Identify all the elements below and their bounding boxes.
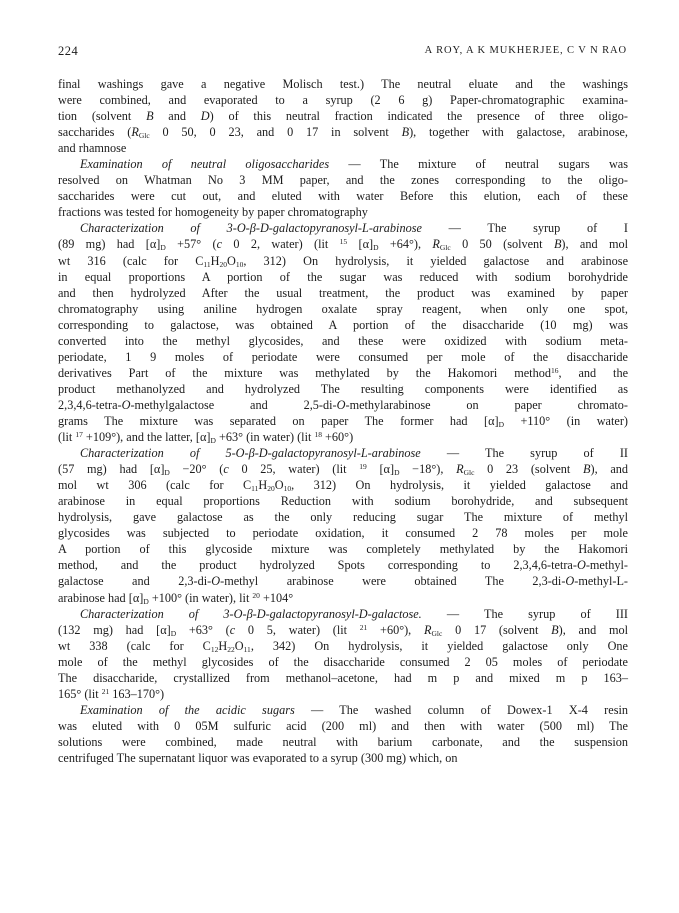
text-line xyxy=(58,253,628,269)
text-run: H xyxy=(218,638,228,653)
text-line xyxy=(58,734,628,750)
page-header xyxy=(58,44,627,60)
text-run: arabinose had [α] xyxy=(58,590,144,605)
text-line xyxy=(58,670,628,686)
text-run: centrifuged The supernatant liquor was evaporated to a syrup (300 mg) which, on xyxy=(58,750,458,765)
text-run: +109°), and the latter, [α] xyxy=(82,430,211,445)
text-run: The disaccharide, crystallized from methanol–acetone, had m p and mixed m p 163– xyxy=(58,670,628,685)
text-run: 0 50, 0 23, and 0 17 in solvent xyxy=(149,125,402,140)
text-run: ) of this neutral fraction indicated the presence of three oligo- xyxy=(209,109,628,124)
italic-text: Characterization of 3-O-β-D-galactopyranosyl-L-arabinose xyxy=(80,221,422,236)
text-line xyxy=(58,188,628,204)
text-line xyxy=(58,269,628,285)
text-line xyxy=(58,317,628,333)
text-run: and xyxy=(153,109,201,124)
text-run: and rhamnose xyxy=(58,141,127,156)
subscript: 12 xyxy=(210,644,219,654)
text-line xyxy=(58,509,628,525)
text-run: (57 mg) had [α] xyxy=(58,462,165,477)
text-run: [α] xyxy=(366,462,395,477)
text-run: +60°), xyxy=(367,622,424,637)
text-run: [α] xyxy=(347,237,374,252)
subscript: D xyxy=(164,468,170,478)
text-line xyxy=(58,397,628,413)
text-line xyxy=(58,301,628,317)
text-run: +63° ( xyxy=(176,622,230,637)
subscript: Glc xyxy=(439,243,451,253)
text-line xyxy=(58,156,628,172)
subscript: 11 xyxy=(251,484,259,494)
subscript: D xyxy=(394,468,400,478)
italic-text: O xyxy=(576,558,586,573)
italic-text: c xyxy=(229,622,236,637)
reference-superscript: 18 xyxy=(314,430,322,440)
text-run: — The syrup of III xyxy=(421,606,628,621)
text-run: +63° (in water) (lit xyxy=(215,430,315,445)
text-run: 165° (lit xyxy=(58,686,102,701)
text-line xyxy=(58,140,628,156)
italic-text: B xyxy=(553,237,562,252)
text-line xyxy=(58,92,628,108)
reference-superscript: 21 xyxy=(101,686,110,696)
text-line xyxy=(58,285,628,301)
text-run: galactose and 2,3-di- xyxy=(58,574,212,589)
italic-text: B xyxy=(551,622,559,637)
subscript: 11 xyxy=(243,644,251,654)
reference-superscript: 19 xyxy=(359,462,367,472)
italic-text: R xyxy=(424,622,432,637)
text-run: A portion of this glycoside mixture was completely methylated by the Hakomori xyxy=(58,542,628,557)
text-run: solutions were combined, made neutral with barium carbonate, and the suspension xyxy=(58,734,628,749)
italic-text: c xyxy=(223,462,229,477)
italic-text: O xyxy=(211,574,221,589)
text-run: in equal proportions A portion of the sugar was reduced with sodium borohydride xyxy=(58,269,628,284)
text-run: converted into the methyl glycosides, and these were oxidized with sodium meta- xyxy=(58,333,628,348)
text-line xyxy=(58,590,628,606)
text-run: 0 2, water) (lit xyxy=(222,237,340,252)
text-run: , and the xyxy=(558,365,629,380)
subscript: Glc xyxy=(431,628,443,638)
text-run: ), and mol xyxy=(561,237,628,252)
text-line xyxy=(58,654,628,670)
italic-text: O xyxy=(565,574,575,589)
text-line xyxy=(58,445,628,461)
text-run: wt 338 (calc for C xyxy=(58,638,211,653)
text-line xyxy=(58,172,628,188)
text-run: periodate, 1 9 moles of periodate were consumed per mole of the disaccharide xyxy=(58,349,628,364)
text-run: , 312) On hydrolysis, it yielded galactose and arabinose xyxy=(243,253,629,268)
reference-superscript: 16 xyxy=(550,365,559,375)
text-line xyxy=(58,413,628,429)
text-line xyxy=(58,718,628,734)
reference-superscript: 15 xyxy=(339,237,348,247)
text-run: +64°), xyxy=(378,237,433,252)
text-line xyxy=(58,750,628,766)
text-run: corresponding to galactose, was obtained A portion of the disaccharide (10 mg) was xyxy=(58,317,628,332)
subscript: D xyxy=(373,243,379,253)
text-line xyxy=(58,461,628,477)
italic-text: O xyxy=(121,397,131,412)
text-run: , 342) On hydrolysis, it yielded galactose only One xyxy=(250,638,628,653)
text-run: H xyxy=(258,478,268,493)
italic-text: c xyxy=(216,237,223,252)
text-run: hydrolysis, gave galactose as the only reducing sugar The mixture of methyl xyxy=(58,510,628,525)
italic-text: Characterization of 5-O-β-D-galactopyranosyl-L-arabinose xyxy=(80,446,421,461)
text-line xyxy=(58,525,628,541)
text-run: wt 316 (calc for C xyxy=(58,253,204,268)
subscript: Glc xyxy=(138,131,150,141)
text-run: — The mixture of neutral sugars was xyxy=(329,157,628,172)
subscript: 20 xyxy=(267,484,275,494)
italic-text: O xyxy=(336,397,346,412)
italic-text: Characterization of 3-O-β-D-galactopyranosyl-D-galactose. xyxy=(80,606,422,621)
text-run: +104° xyxy=(259,590,294,605)
text-run: saccharides were cut out, and eluted with water Before this elution, each of these xyxy=(58,189,628,204)
text-line xyxy=(58,124,628,140)
text-run: were combined, and evaporated to a syrup (2 6 g) Paper-chromatographic examina- xyxy=(58,93,628,108)
subscript: D xyxy=(170,628,177,638)
text-line xyxy=(58,76,628,92)
text-run: mole of the methyl glycosides of the disaccharide consumed 2 05 moles of periodate xyxy=(58,654,628,669)
subscript: 22 xyxy=(227,644,235,654)
text-run: 163–170°) xyxy=(109,686,165,701)
text-run: +60°) xyxy=(321,430,354,445)
text-run: chromatography using aniline hydrogen oxalate spray reagent, when only one spot, xyxy=(58,301,628,316)
text-run: O xyxy=(234,638,244,653)
subscript: 20 xyxy=(219,259,227,269)
text-run: 0 25, water) (lit xyxy=(228,462,360,477)
reference-superscript: 20 xyxy=(252,590,260,600)
text-line xyxy=(58,429,628,445)
text-line xyxy=(58,493,628,509)
text-run: (132 mg) had [α] xyxy=(58,622,171,637)
subscript: 11 xyxy=(203,259,211,269)
text-run: — The syrup of II xyxy=(420,446,628,461)
text-run: glycosides was subjected to periodate oxidation, it consumed 2 78 moles per mole xyxy=(58,526,628,541)
italic-text: Examination of the acidic sugars xyxy=(80,702,295,717)
text-line xyxy=(58,541,628,557)
text-run: fractions was tested for homogeneity by paper chromatography xyxy=(58,205,368,220)
text-run: −18°), xyxy=(399,462,457,477)
italic-text: B xyxy=(401,125,410,140)
text-line xyxy=(58,381,628,397)
text-line xyxy=(58,606,628,622)
italic-text: B xyxy=(583,462,591,477)
text-run: derivatives Part of the mixture was methylated by the Hakomori method xyxy=(58,365,551,380)
subscript: D xyxy=(210,436,216,446)
text-run: final washings gave a negative Molisch test.) The neutral eluate and the washings xyxy=(58,77,628,91)
page-number: 224 xyxy=(58,44,79,58)
text-run: -methyl- xyxy=(585,558,628,573)
subscript: D xyxy=(498,419,504,429)
text-run: — The washed column of Dowex-1 X-4 resin xyxy=(294,702,628,717)
text-run: +110° (in water) xyxy=(504,413,628,428)
italic-text: R xyxy=(456,462,464,477)
subscript: 10 xyxy=(235,259,244,269)
body-text xyxy=(58,76,628,766)
text-run: 0 23 (solvent xyxy=(474,462,584,477)
text-run: 0 50 (solvent xyxy=(450,237,554,252)
text-line xyxy=(58,108,628,124)
text-run: grams The mixture was separated on paper The former had [α] xyxy=(58,413,499,428)
text-run: 0 17 (solvent xyxy=(442,622,552,637)
text-run: O xyxy=(226,253,236,268)
text-line xyxy=(58,557,628,573)
text-run: resolved on Whatman No 3 MM paper, and the zones corresponding to the oligo- xyxy=(58,173,628,188)
text-run: −20° ( xyxy=(169,462,224,477)
text-run: -methylgalactose and 2,5-di- xyxy=(130,397,337,412)
subscript: Glc xyxy=(463,468,475,478)
text-run: mol wt 306 (calc for C xyxy=(58,478,252,493)
text-run: , 312) On hydrolysis, it yielded galactose and xyxy=(291,478,628,493)
italic-text: B xyxy=(146,109,154,124)
subscript: 10 xyxy=(283,484,292,494)
text-run: (89 mg) had [α] xyxy=(58,237,161,252)
text-run: product methanolyzed and hydrolyzed The resulting components were identified as xyxy=(58,381,628,396)
text-run: -methylarabinose on paper chromato- xyxy=(345,397,628,412)
text-run: -methyl-L- xyxy=(574,574,629,589)
text-run: and then hydrolyzed After the usual treatment, the product was examined by paper xyxy=(58,285,628,300)
text-run: +57° ( xyxy=(165,237,217,252)
text-line xyxy=(58,573,628,589)
italic-text: Examination of neutral oligosaccharides xyxy=(80,157,330,172)
italic-text: D xyxy=(200,109,210,124)
text-line xyxy=(58,220,628,236)
text-run: saccharides ( xyxy=(58,125,132,140)
text-run: 0 5, water) (lit xyxy=(235,622,360,637)
italic-text: R xyxy=(432,237,440,252)
text-run: tion (solvent xyxy=(58,109,147,124)
text-run: H xyxy=(210,253,220,268)
text-run: ), and xyxy=(590,462,629,477)
text-run: (lit xyxy=(58,430,76,445)
text-line xyxy=(58,236,628,252)
text-line xyxy=(58,477,628,493)
text-run: ), together with galactose, arabinose, xyxy=(409,125,628,140)
reference-superscript: 21 xyxy=(359,622,368,632)
text-run: arabinose in equal proportions Reduction with sodium borohydride, and subsequent xyxy=(58,494,628,509)
text-run: — The syrup of I xyxy=(421,221,628,236)
running-head: A ROY, A K MUKHERJEE, C V N RAO xyxy=(424,45,627,56)
text-line xyxy=(58,333,628,349)
italic-text: R xyxy=(131,125,139,140)
text-line xyxy=(58,349,628,365)
subscript: D xyxy=(143,596,149,606)
text-run: O xyxy=(274,478,284,493)
text-run: 2,3,4,6-tetra- xyxy=(58,397,122,412)
text-line xyxy=(58,702,628,718)
text-line xyxy=(58,686,628,702)
text-line xyxy=(58,365,628,381)
text-run: ), and mol xyxy=(558,622,629,637)
text-run: -methyl arabinose were obtained The 2,3-di- xyxy=(220,574,566,589)
reference-superscript: 17 xyxy=(75,430,83,440)
text-run: was eluted with 0 05M sulfuric acid (200 ml) and then with water (500 ml) The xyxy=(58,718,628,733)
subscript: D xyxy=(160,243,166,253)
text-line xyxy=(58,622,628,638)
text-line xyxy=(58,638,628,654)
text-line xyxy=(58,204,628,220)
text-run: method, and the product hydrolyzed Spots corresponding to 2,3,4,6-tetra- xyxy=(58,558,577,573)
text-run: +100° (in water), lit xyxy=(148,590,253,605)
